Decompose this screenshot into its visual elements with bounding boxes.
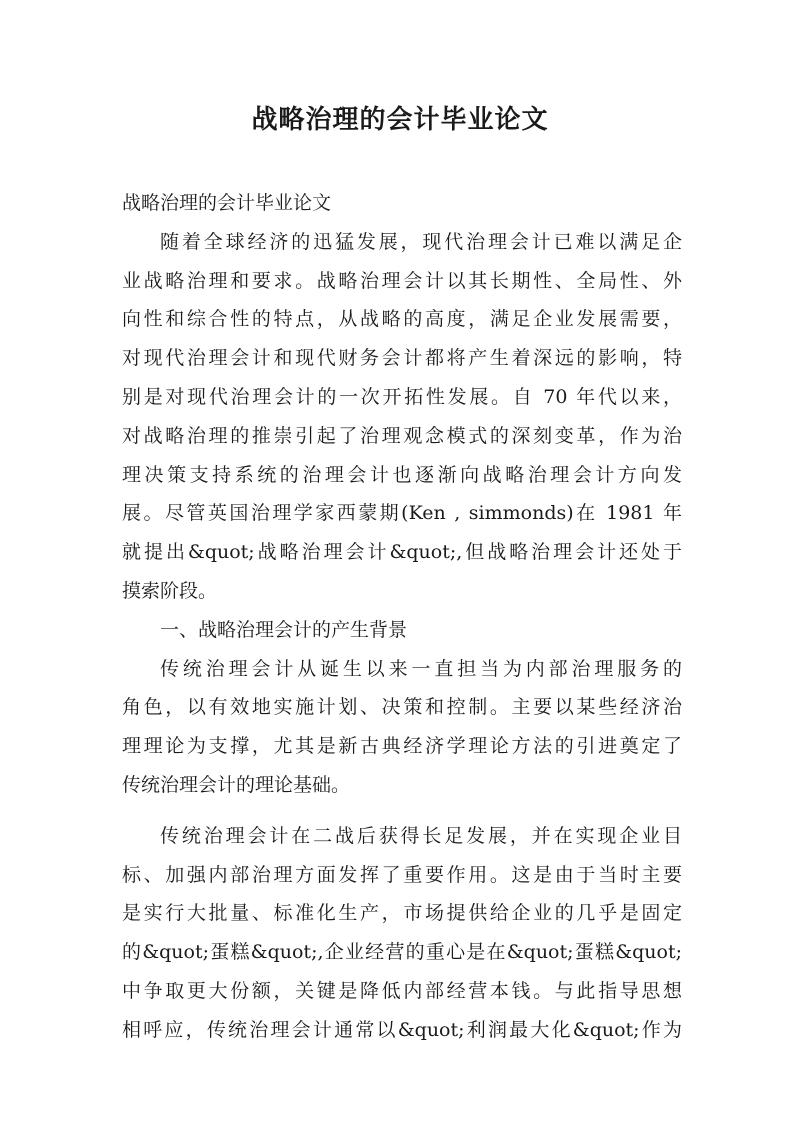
paragraph-line: 标、加强内部治理方面发挥了重要作用。这是由于当时主要 — [122, 863, 682, 886]
paragraph-line: 就提出&quot;战略治理会计&quot;,但战略治理会计还处于 — [122, 541, 682, 564]
paragraph-line: 传统治理会计从诞生以来一直担当为内部治理服务的 — [160, 657, 682, 680]
paragraph-gap — [122, 805, 682, 817]
paragraph-line: 业战略治理和要求。战略治理会计以其长期性、全局性、外 — [122, 269, 682, 292]
paragraph-line: 展。尽管英国治理学家西蒙期(Ken , simmonds)在 1981 年 — [122, 502, 682, 525]
paragraph-3 — [122, 817, 682, 1050]
paragraph-line: 对现代治理会计和现代财务会计都将产生着深远的影响，特 — [122, 347, 682, 370]
paragraph-line: 理决策支持系统的治理会计也逐渐向战略治理会计方向发 — [122, 463, 682, 486]
paragraph-line: 随着全球经济的迅猛发展，现代治理会计已难以满足企 — [160, 230, 682, 253]
paragraph-2 — [122, 650, 682, 805]
paragraph-line: 角色，以有效地实施计划、决策和控制。主要以某些经济治 — [122, 696, 682, 719]
paragraph-line: 相呼应，传统治理会计通常以&quot;利润最大化&quot;作为 — [122, 1018, 682, 1041]
paragraph-line: 是实行大批量、标准化生产，市场提供给企业的几乎是固定 — [122, 902, 682, 925]
document-body — [122, 184, 682, 1050]
paragraph-line: 向性和综合性的特点，从战略的高度，满足企业发展需要， — [122, 308, 682, 331]
paragraph-line: 理理论为支撑，尤其是新古典经济学理论方法的引进奠定了 — [122, 735, 682, 758]
document-title: 战略治理的会计毕业论文 — [251, 105, 549, 135]
paragraph-line: 的&quot;蛋糕&quot;,企业经营的重心是在&quot;蛋糕&quot; — [122, 941, 682, 964]
document-subtitle: 战略治理的会计毕业论文 — [122, 192, 332, 214]
paragraph-line: 对战略治理的推崇引起了治理观念模式的深刻变革，作为治 — [122, 424, 682, 447]
paragraph-line: 摸索阶段。 — [122, 579, 218, 602]
paragraph-line: 别是对现代治理会计的一次开拓性发展。自 70 年代以来， — [122, 385, 682, 408]
section-heading: 一、战略治理会计的产生背景 — [160, 618, 408, 641]
paragraph-line: 传统治理会计在二战后获得长足发展，并在实现企业目 — [160, 824, 682, 847]
paragraph-line: 传统治理会计的理论基础。 — [122, 773, 351, 796]
paragraph-1 — [122, 223, 682, 611]
paragraph-line: 中争取更大份额，关键是降低内部经营本钱。与此指导思想 — [122, 979, 682, 1002]
